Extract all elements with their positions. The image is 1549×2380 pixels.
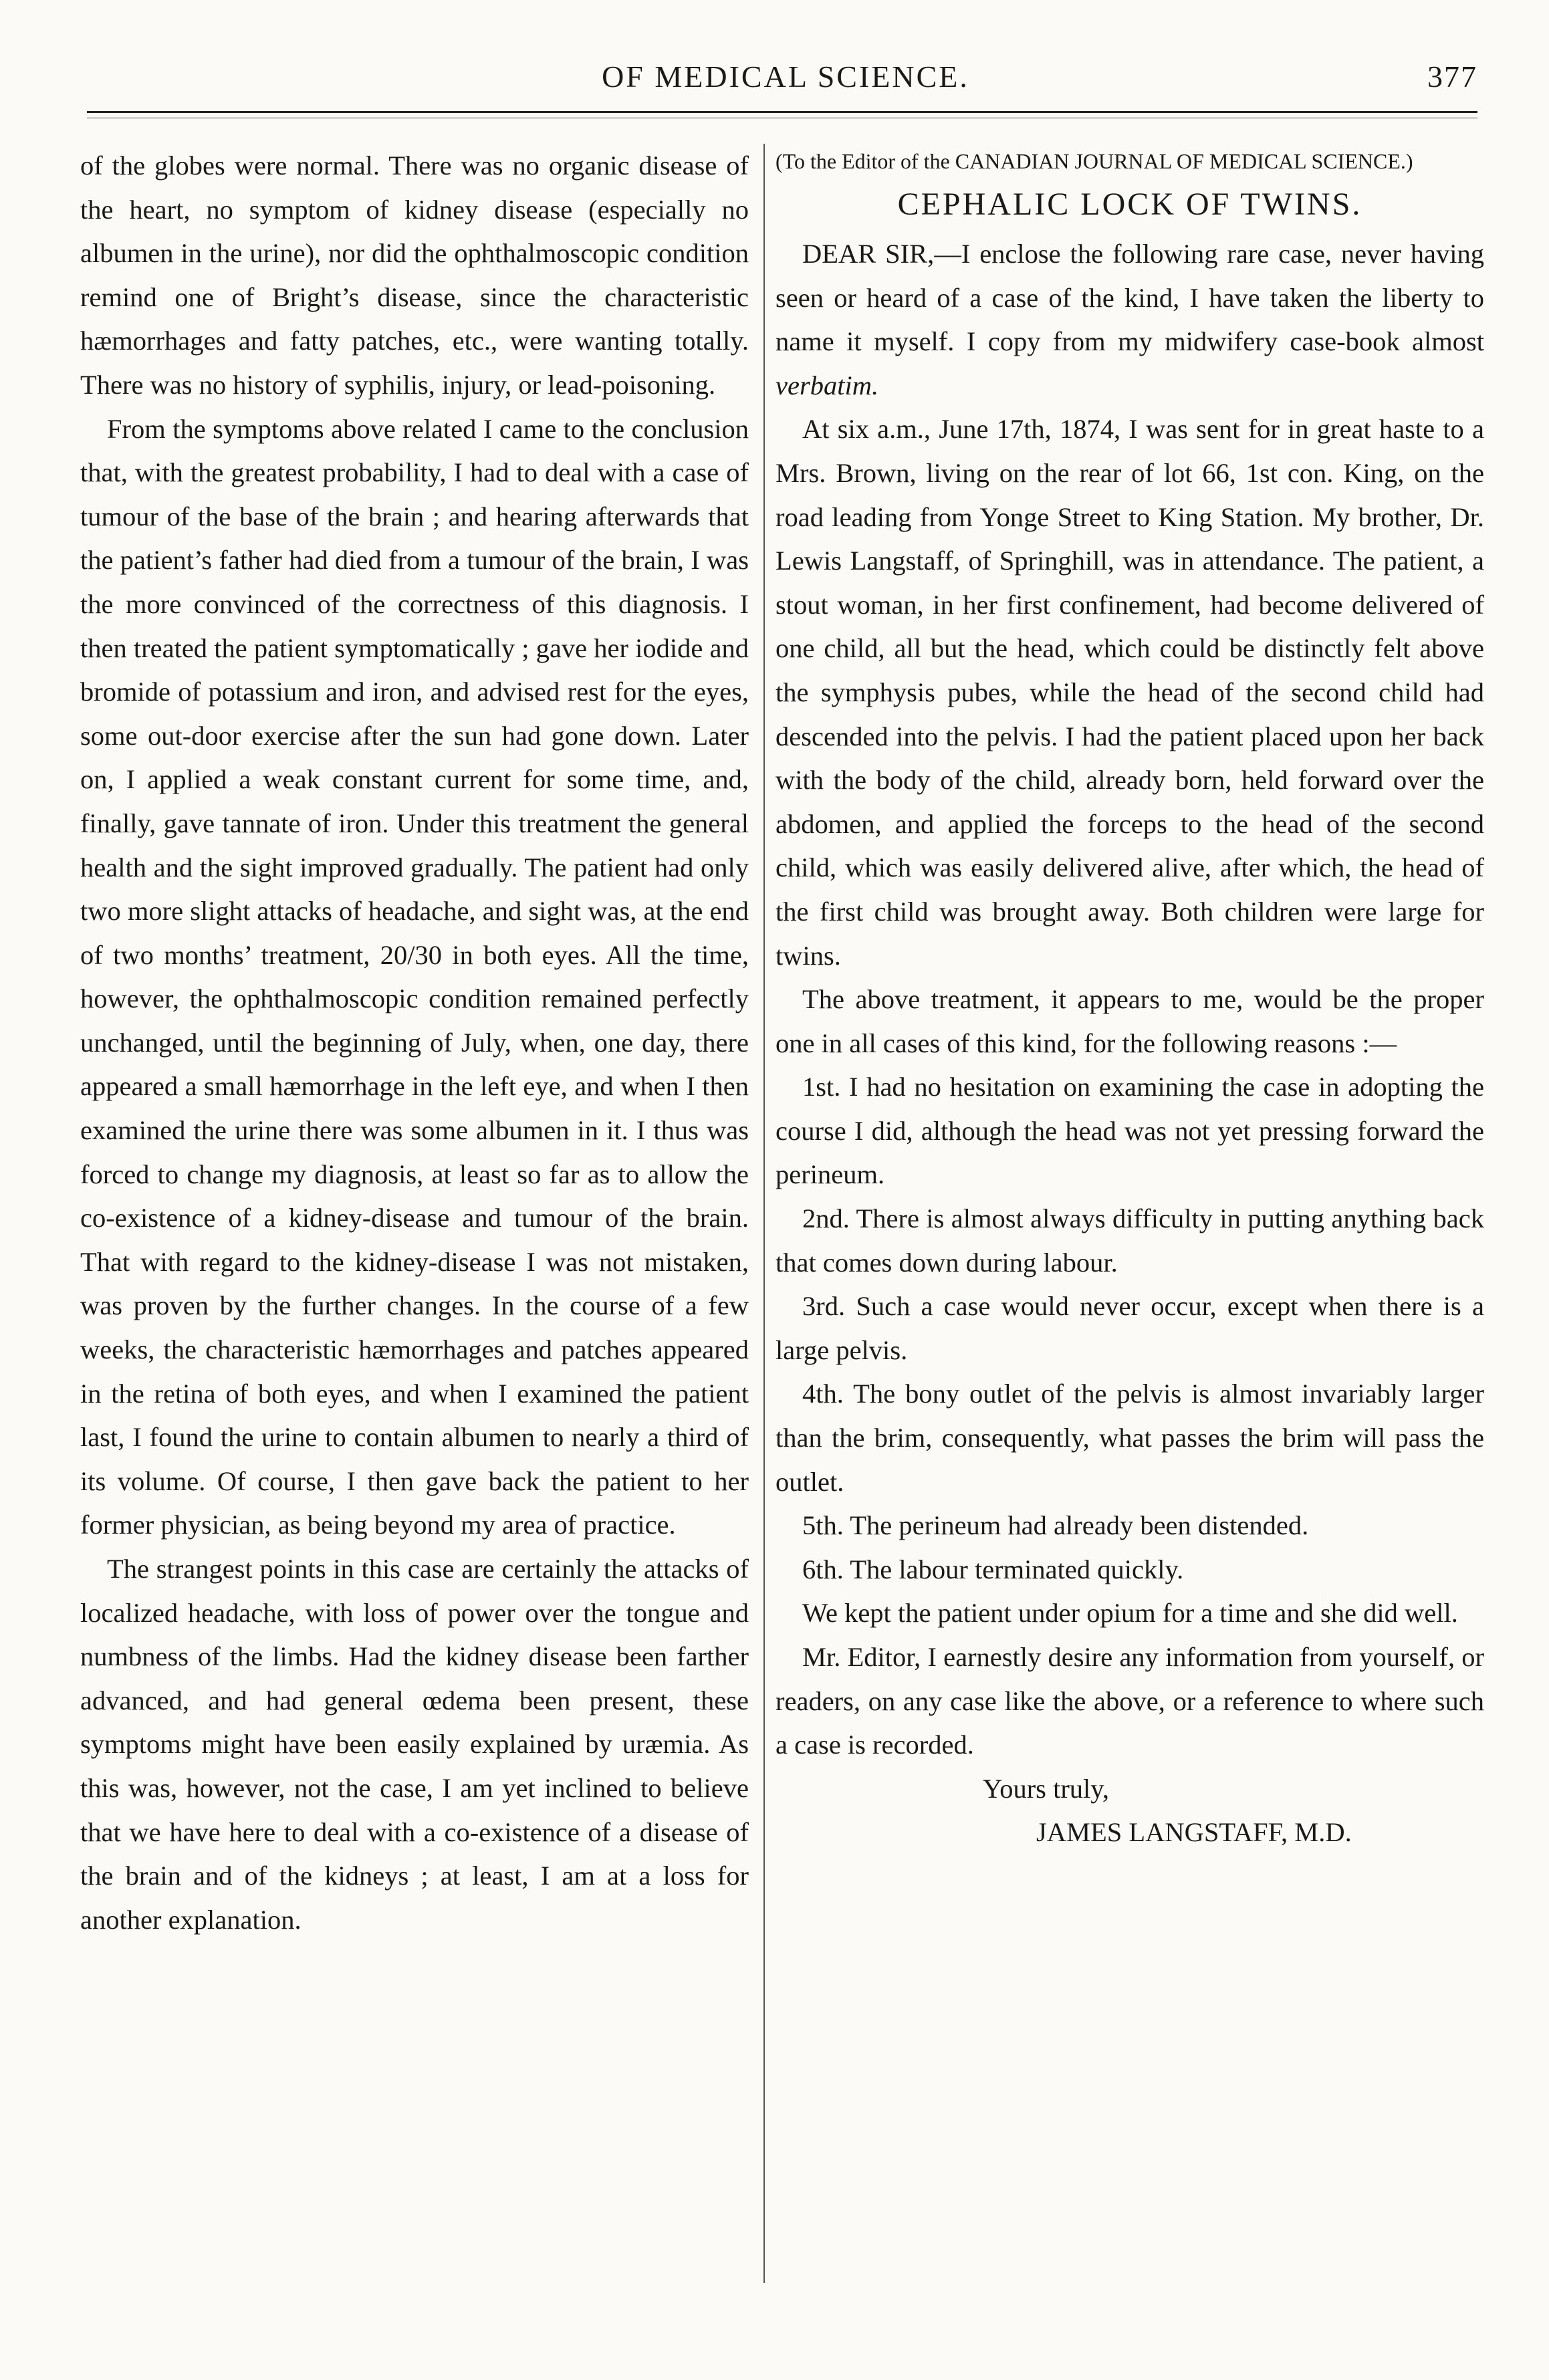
right-paragraph-outcome: We kept the patient under opium for a time and she did well. bbox=[802, 1598, 1458, 1629]
right-paragraph-1: At six a.m., June 17th, 1874, I was sent for in great haste to a Mrs. Brown, living on the rear of lot 66, 1st con. King, on the road leading from Yonge Street to King Station. My brother, Dr. Lewis Langstaff, of Springhill, was in attendance. The patient, a stout woman, in her first confinement, had become delivered of one child, all but the head, which could be distinctly felt above the symphysis pubes, while the head of the second child had descended into the pelvis. I had the patient placed upon her back with the body of the child, already born, held forward over the abdomen, and applied the forceps to the head of the second child, which was easily delivered alive, after which, the head of the first child was brought away. Both children were large for twins. bbox=[776, 414, 1484, 971]
reason-5: 5th. The perineum had already been distended. bbox=[802, 1510, 1309, 1541]
reason-3: 3rd. Such a case would never occur, except when there is a large pelvis. bbox=[776, 1291, 1484, 1365]
right-paragraph-2: The above treatment, it appears to me, would be the proper one in all cases of this kind, for the following reasons :— bbox=[776, 984, 1484, 1058]
intro-text: —I enclose the following rare case, never having seen or heard of a case of the kind, I have taken the liberty to name it myself. I copy from my midwifery case-book almost bbox=[776, 239, 1484, 357]
page-number: 377 bbox=[1427, 60, 1477, 94]
left-column bbox=[80, 144, 749, 1941]
closing: Yours truly, bbox=[983, 1773, 1110, 1804]
reason-6: 6th. The labour terminated quickly. bbox=[802, 1554, 1184, 1584]
journal-title: OF MEDICAL SCIENCE. bbox=[602, 60, 969, 94]
right-column bbox=[776, 144, 1484, 1855]
running-head bbox=[94, 59, 1477, 106]
article-title: CEPHALIC LOCK OF TWINS. bbox=[897, 187, 1362, 222]
left-paragraph-3: The strangest points in this case are certainly the attacks of localized headache, with loss of power over the tongue and numbness of the limbs. Had the kidney disease been farther advanced, and had general œdema been present, these symptoms might have been easily explained by uræmia. As this was, however, not the case, I am yet inclined to believe that we have here to deal with a co-existence of a disease of the brain and of the kidneys ; at least, I am at a loss for another explanation. bbox=[80, 1554, 749, 1935]
left-paragraph-2: From the symptoms above related I came to the conclusion that, with the greatest probability, I had to deal with a case of tumour of the base of the brain ; and hearing afterwards that the patient’s father had died from a tumour of the brain, I was the more convinced of the correctness of this diagnosis. I then treated the patient symptomatically ; gave her iodide and bromide of potassium and iron, and advised rest for the eyes, some out-door exercise after the sun had gone down. Later on, I applied a weak constant current for some time, and, finally, gave tannate of iron. Under this treatment the general health and the sight improved gradually. The patient had only two more slight attacks of headache, and sight was, at the end of two months’ treatment, 20/30 in both eyes. All the time, however, the ophthalmoscopic condition remained perfectly unchanged, until the beginning of July, when, one day, there appeared a small hæmorrhage in the left eye, and when I then examined the urine there was some albumen in it. I thus was forced to change my diagnosis, at least so far as to allow the co-existence of a kidney-disease and tumour of the brain. That with regard to the kidney-disease I was not mistaken, was proven by the further changes. In the course of a few weeks, the characteristic hæmorrhages and patches appeared in the retina of both eyes, and when I examined the patient last, I found the urine to contain albumen to nearly a third of its volume. Of course, I then gave back the patient to her former physician, as being beyond my area of practice. bbox=[80, 413, 749, 1540]
salutation: DEAR SIR, bbox=[802, 239, 935, 269]
header-rule bbox=[87, 111, 1477, 113]
column-divider bbox=[763, 144, 765, 2283]
reason-4: 4th. The bony outlet of the pelvis is almost invariably larger than the brim, consequently, what passes the brim will pass the outlet. bbox=[776, 1379, 1484, 1497]
signature: JAMES LANGSTAFF, M.D. bbox=[1036, 1817, 1352, 1848]
intro-italic: verbatim. bbox=[776, 370, 879, 400]
reason-1: 1st. I had no hesitation on examining the case in adopting the course I did, although the head was not yet pressing forward the perineum. bbox=[776, 1072, 1484, 1190]
letter-intro bbox=[776, 232, 1484, 407]
editor-note: (To the Editor of the CANADIAN JOURNAL OF MEDICAL SCIENCE.) bbox=[776, 149, 1413, 173]
right-paragraph-request: Mr. Editor, I earnestly desire any information from yourself, or readers, on any case like the above, or a reference to where such a case is recorded. bbox=[776, 1642, 1484, 1760]
reason-2: 2nd. There is almost always difficulty in putting anything back that comes down during labour. bbox=[776, 1203, 1484, 1278]
left-paragraph-1: of the globes were normal. There was no organic disease of the heart, no symptom of kidney disease (especially no albumen in the urine), nor did the ophthalmoscopic condition remind one of Bright’s disease, since the characteristic hæmorrhages and fatty patches, etc., were wanting totally. There was no history of syphilis, injury, or lead-poisoning. bbox=[80, 150, 749, 400]
